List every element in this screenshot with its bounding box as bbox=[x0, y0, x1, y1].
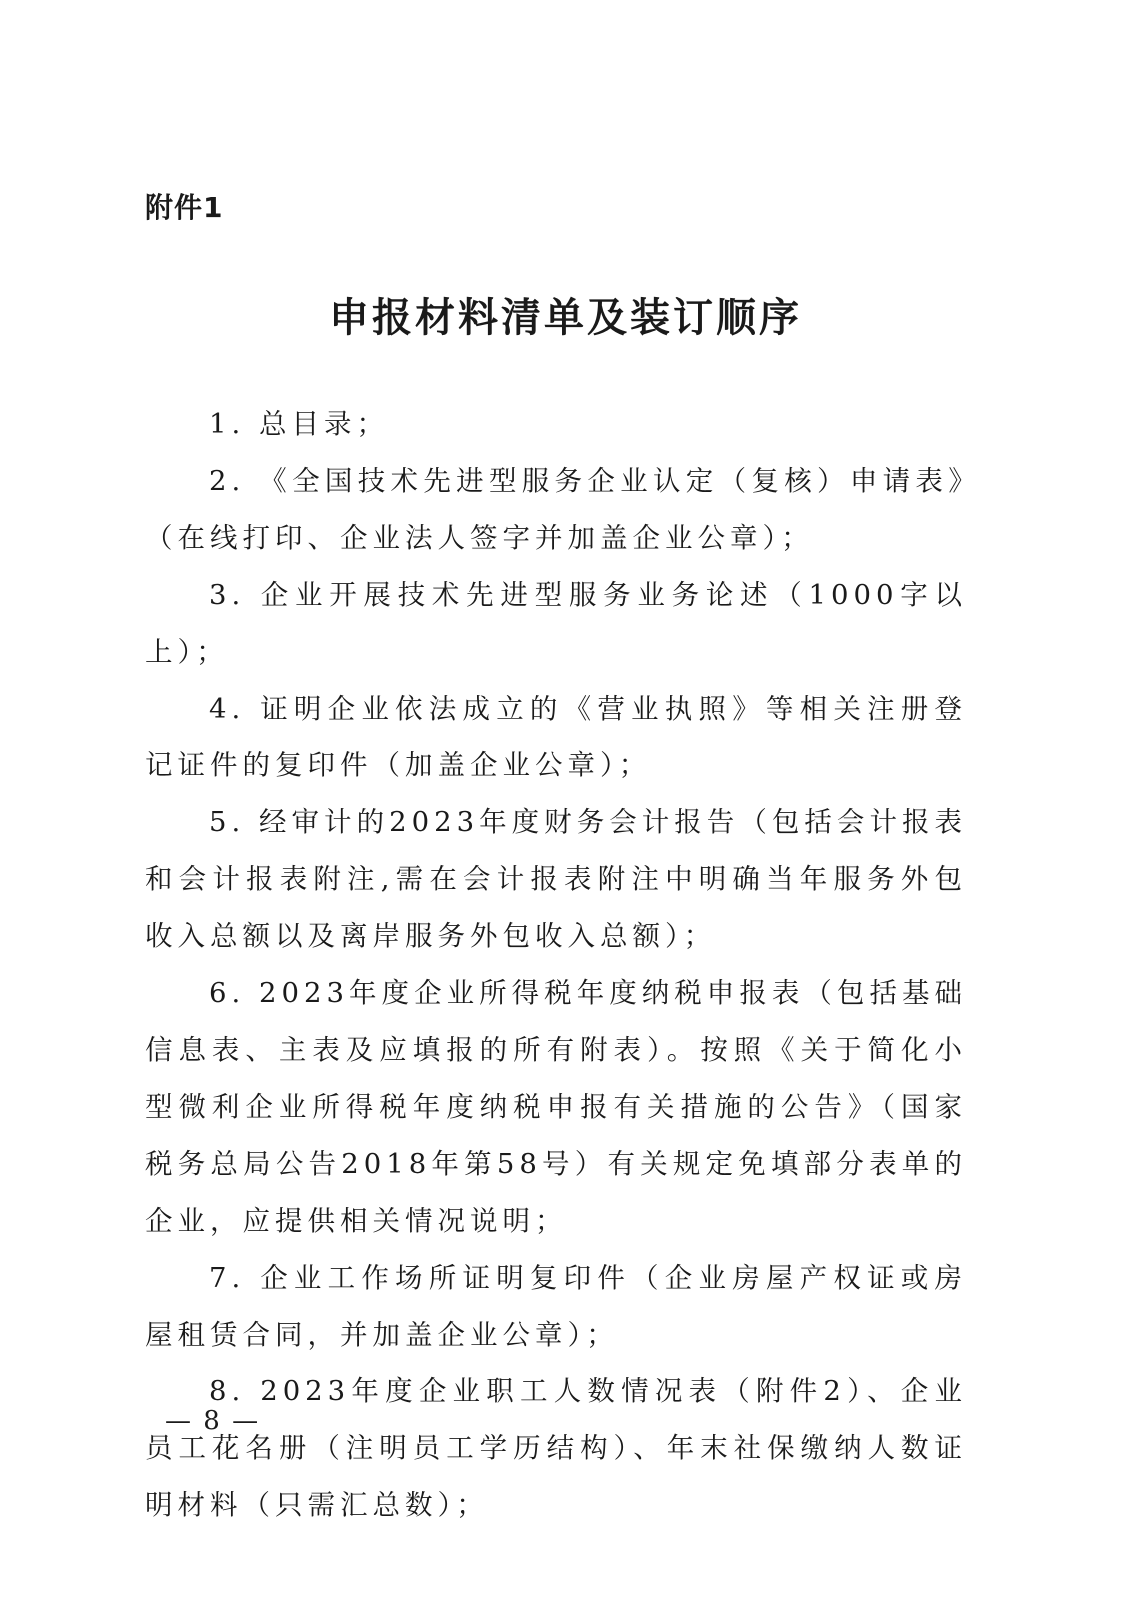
list-item: 6. 2023年度企业所得税年度纳税申报表（包括基础信息表、主表及应填报的所有附表）。按照《关于简化小型微利企业所得税年度纳税申报有关措施的公告》（国家税务总局公告2018年第58号）有关规定免填部分表单的企业，应提供相关情况说明； bbox=[145, 977, 967, 1237]
list-item: 8. 2023年度企业职工人数情况表（附件2）、企业员工花名册（注明员工学历结构）、年末社保缴纳人数证明材料（只需汇总数）； bbox=[145, 1375, 967, 1522]
list-item: 2. 《全国技术先进型服务企业认定（复核）申请表》（在线打印、企业法人签字并加盖企业公章）； bbox=[145, 464, 967, 554]
page-number: — 8 — bbox=[165, 1406, 261, 1436]
materials-list bbox=[145, 396, 967, 1534]
attachment-label: 附件1 bbox=[145, 191, 224, 224]
list-item: 7. 企业工作场所证明复印件（企业房屋产权证或房屋租赁合同，并加盖企业公章）； bbox=[145, 1261, 967, 1351]
list-item: 5. 经审计的2023年度财务会计报告（包括会计报表和会计报表附注,需在会计报表附注中明确当年服务外包收入总额以及离岸服务外包收入总额）； bbox=[145, 806, 967, 953]
list-item: 1. 总目录； bbox=[209, 408, 389, 440]
page-title: 申报材料清单及装订顺序 bbox=[329, 295, 802, 341]
list-item: 3. 企业开展技术先进型服务业务论述（1000字以上）； bbox=[145, 578, 967, 668]
list-item: 4. 证明企业依法成立的《营业执照》等相关注册登记证件的复印件（加盖企业公章）； bbox=[145, 692, 967, 782]
